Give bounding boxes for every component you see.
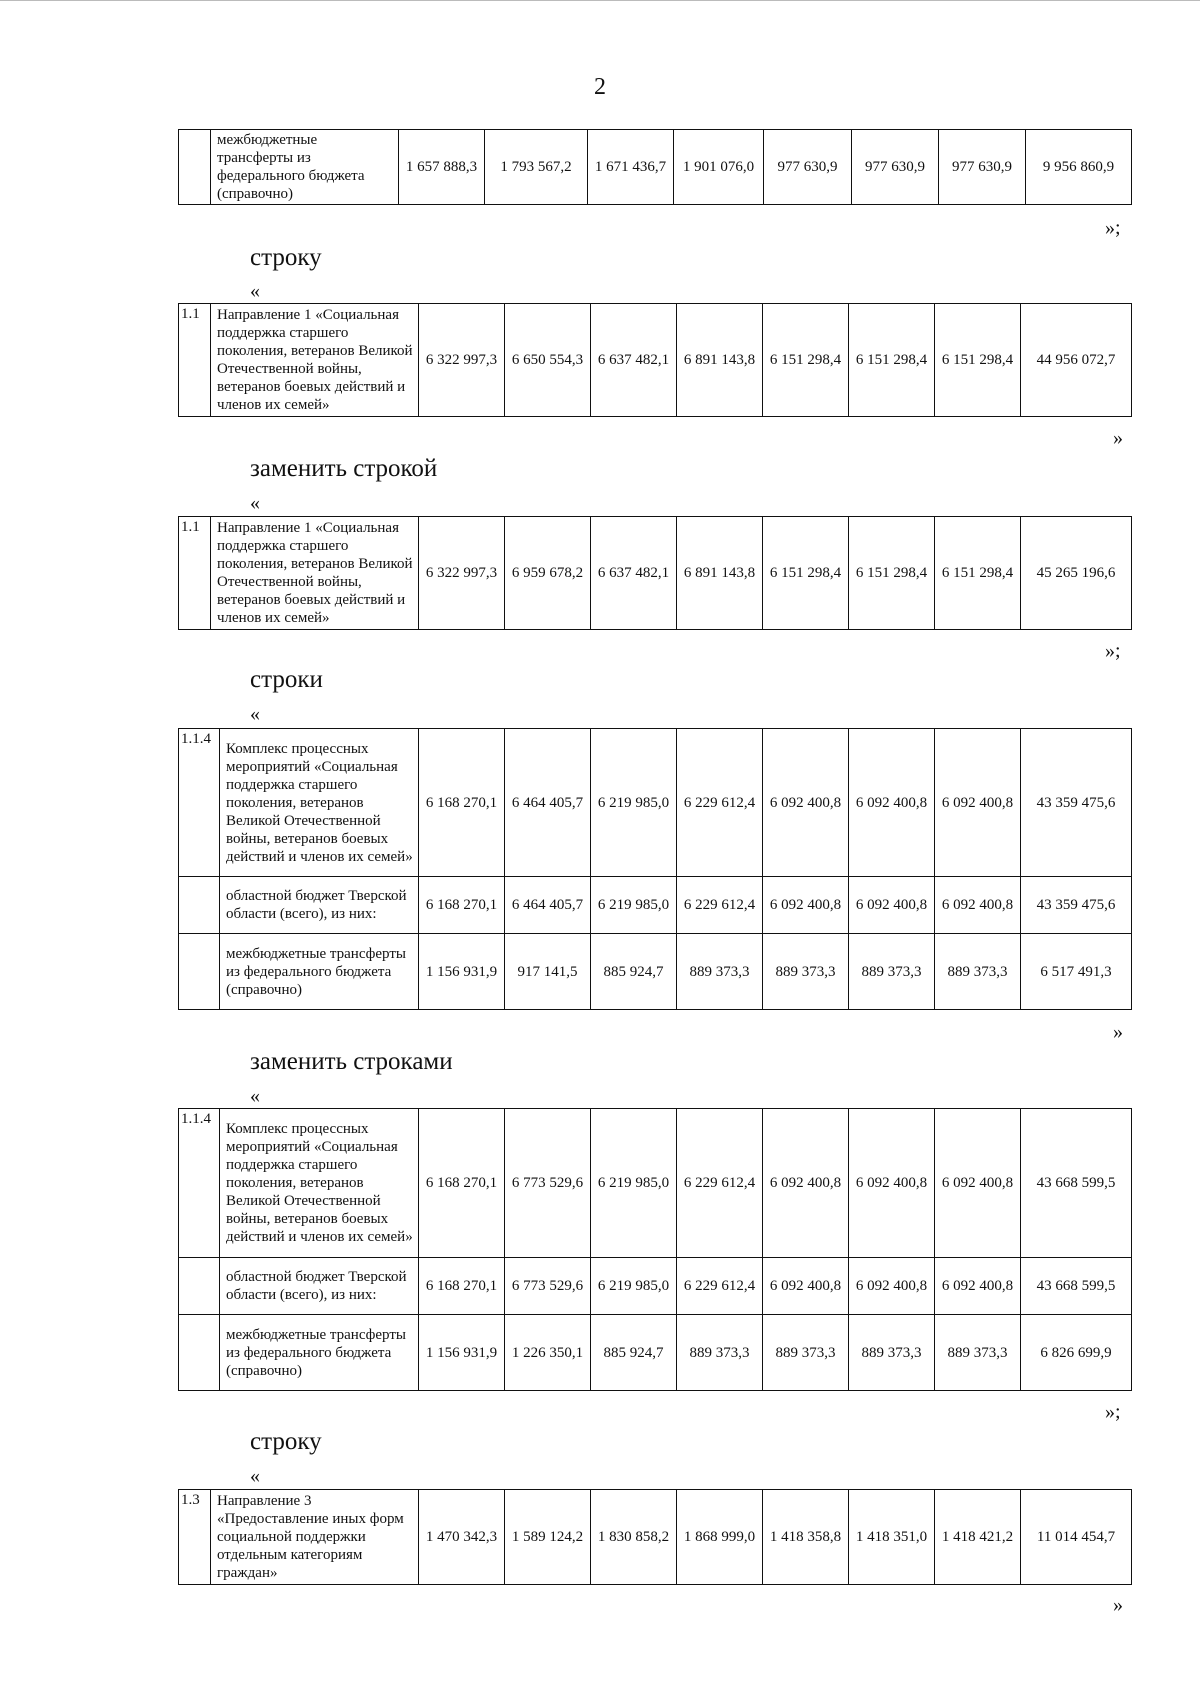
value-cell: 6 229 612,4 bbox=[677, 729, 763, 877]
value-cell: 43 359 475,6 bbox=[1021, 729, 1132, 877]
value-cell: 6 092 400,8 bbox=[763, 1258, 849, 1315]
value-cell: 6 151 298,4 bbox=[935, 304, 1021, 417]
table-row bbox=[179, 1490, 1132, 1585]
value-cell: 6 151 298,4 bbox=[763, 304, 849, 417]
value-cell: 1 657 888,3 bbox=[399, 130, 485, 205]
row-code bbox=[179, 130, 211, 205]
value-cell: 889 373,3 bbox=[677, 1315, 763, 1391]
value-cell: 6 650 554,3 bbox=[505, 304, 591, 417]
value-cell: 6 229 612,4 bbox=[677, 1109, 763, 1258]
value-cell: 6 219 985,0 bbox=[591, 1109, 677, 1258]
value-cell: 6 229 612,4 bbox=[677, 877, 763, 934]
value-cell: 6 168 270,1 bbox=[419, 1258, 505, 1315]
value-cell: 1 830 858,2 bbox=[591, 1490, 677, 1585]
value-cell: 977 630,9 bbox=[764, 130, 852, 205]
value-cell: 889 373,3 bbox=[849, 1315, 935, 1391]
value-cell: 11 014 454,7 bbox=[1021, 1490, 1132, 1585]
row-name: межбюджетные трансферты из федерального бюджета (справочно) bbox=[220, 1315, 419, 1391]
table-block bbox=[178, 516, 1132, 630]
table-block bbox=[178, 1489, 1132, 1585]
closing-quote: »; bbox=[1105, 640, 1121, 662]
value-cell: 6 092 400,8 bbox=[935, 877, 1021, 934]
top-edge-line bbox=[0, 0, 1200, 1]
row-name: межбюджетные трансферты из федерального бюджета (справочно) bbox=[220, 934, 419, 1010]
table-row bbox=[179, 877, 1132, 934]
value-cell: 6 151 298,4 bbox=[849, 304, 935, 417]
closing-quote: » bbox=[1113, 427, 1123, 449]
value-cell: 6 322 997,3 bbox=[419, 517, 505, 630]
table-row bbox=[179, 729, 1132, 877]
row-name: Направление 3 «Предоставление иных форм социальной поддержки отдельным категориям граждан» bbox=[211, 1490, 419, 1585]
row-code bbox=[179, 1258, 220, 1315]
value-cell: 6 517 491,3 bbox=[1021, 934, 1132, 1010]
table-row bbox=[179, 1315, 1132, 1391]
value-cell: 6 092 400,8 bbox=[935, 729, 1021, 877]
value-cell: 6 891 143,8 bbox=[677, 304, 763, 417]
value-cell: 977 630,9 bbox=[852, 130, 939, 205]
value-cell: 6 092 400,8 bbox=[849, 877, 935, 934]
value-cell: 1 793 567,2 bbox=[485, 130, 588, 205]
value-cell: 6 168 270,1 bbox=[419, 877, 505, 934]
row-name: Направление 1 «Социальная поддержка старшего поколения, ветеранов Великой Отечественной войны, ветеранов боевых действий и членов их семей» bbox=[211, 304, 419, 417]
row-name: областной бюджет Тверской области (всего), из них: bbox=[220, 1258, 419, 1315]
value-cell: 1 418 351,0 bbox=[849, 1490, 935, 1585]
value-cell: 6 092 400,8 bbox=[935, 1109, 1021, 1258]
value-cell: 6 092 400,8 bbox=[763, 729, 849, 877]
value-cell: 6 219 985,0 bbox=[591, 877, 677, 934]
value-cell: 889 373,3 bbox=[935, 1315, 1021, 1391]
opening-quote: « bbox=[250, 1085, 260, 1107]
table-block bbox=[178, 728, 1132, 1010]
closing-quote: » bbox=[1113, 1594, 1123, 1616]
table-row bbox=[179, 130, 1132, 205]
value-cell: 1 671 436,7 bbox=[588, 130, 674, 205]
value-cell: 9 956 860,9 bbox=[1026, 130, 1132, 205]
value-cell: 6 219 985,0 bbox=[591, 729, 677, 877]
value-cell: 889 373,3 bbox=[763, 1315, 849, 1391]
value-cell: 1 156 931,9 bbox=[419, 934, 505, 1010]
value-cell: 977 630,9 bbox=[939, 130, 1026, 205]
value-cell: 45 265 196,6 bbox=[1021, 517, 1132, 630]
closing-quote: »; bbox=[1105, 1401, 1121, 1423]
value-cell: 1 470 342,3 bbox=[419, 1490, 505, 1585]
opening-quote: « bbox=[250, 280, 260, 302]
closing-quote: » bbox=[1113, 1021, 1123, 1043]
table-row bbox=[179, 517, 1132, 630]
table-block bbox=[178, 303, 1132, 417]
value-cell: 6 092 400,8 bbox=[935, 1258, 1021, 1315]
value-cell: 43 668 599,5 bbox=[1021, 1258, 1132, 1315]
instruction-text: строку bbox=[250, 244, 322, 271]
value-cell: 6 092 400,8 bbox=[763, 1109, 849, 1258]
value-cell: 6 092 400,8 bbox=[849, 729, 935, 877]
value-cell: 6 464 405,7 bbox=[505, 877, 591, 934]
row-code bbox=[179, 934, 220, 1010]
value-cell: 885 924,7 bbox=[591, 934, 677, 1010]
value-cell: 889 373,3 bbox=[935, 934, 1021, 1010]
row-name: областной бюджет Тверской области (всего), из них: bbox=[220, 877, 419, 934]
row-name: межбюджетные трансферты из федерального бюджета (справочно) bbox=[211, 130, 399, 205]
value-cell: 889 373,3 bbox=[763, 934, 849, 1010]
row-code bbox=[179, 1315, 220, 1391]
value-cell: 6 168 270,1 bbox=[419, 1109, 505, 1258]
row-code: 1.1 bbox=[179, 304, 211, 417]
value-cell: 1 868 999,0 bbox=[677, 1490, 763, 1585]
table-block bbox=[178, 1108, 1132, 1391]
instruction-text: строку bbox=[250, 1428, 322, 1455]
opening-quote: « bbox=[250, 703, 260, 725]
value-cell: 6 637 482,1 bbox=[591, 304, 677, 417]
row-code: 1.1 bbox=[179, 517, 211, 630]
table-row bbox=[179, 1258, 1132, 1315]
value-cell: 6 322 997,3 bbox=[419, 304, 505, 417]
closing-quote: »; bbox=[1105, 217, 1121, 239]
row-name: Комплекс процессных мероприятий «Социальная поддержка старшего поколения, ветеранов Великой Отечественной войны, ветеранов боевых действий и членов их семей» bbox=[220, 729, 419, 877]
opening-quote: « bbox=[250, 492, 260, 514]
table-row bbox=[179, 934, 1132, 1010]
row-code bbox=[179, 877, 220, 934]
value-cell: 1 156 931,9 bbox=[419, 1315, 505, 1391]
value-cell: 43 668 599,5 bbox=[1021, 1109, 1132, 1258]
value-cell: 6 464 405,7 bbox=[505, 729, 591, 877]
value-cell: 6 219 985,0 bbox=[591, 1258, 677, 1315]
row-code: 1.1.4 bbox=[179, 1109, 220, 1258]
value-cell: 1 901 076,0 bbox=[674, 130, 764, 205]
value-cell: 6 151 298,4 bbox=[935, 517, 1021, 630]
row-code: 1.3 bbox=[179, 1490, 211, 1585]
value-cell: 6 637 482,1 bbox=[591, 517, 677, 630]
value-cell: 6 151 298,4 bbox=[849, 517, 935, 630]
value-cell: 6 773 529,6 bbox=[505, 1109, 591, 1258]
value-cell: 889 373,3 bbox=[677, 934, 763, 1010]
row-name: Комплекс процессных мероприятий «Социальная поддержка старшего поколения, ветеранов Великой Отечественной войны, ветеранов боевых действий и членов их семей» bbox=[220, 1109, 419, 1258]
page-number: 2 bbox=[594, 74, 606, 100]
table-row bbox=[179, 304, 1132, 417]
value-cell: 6 092 400,8 bbox=[763, 877, 849, 934]
value-cell: 1 226 350,1 bbox=[505, 1315, 591, 1391]
instruction-text: заменить строкой bbox=[250, 455, 438, 482]
opening-quote: « bbox=[250, 1465, 260, 1487]
value-cell: 44 956 072,7 bbox=[1021, 304, 1132, 417]
value-cell: 6 092 400,8 bbox=[849, 1258, 935, 1315]
value-cell: 1 418 421,2 bbox=[935, 1490, 1021, 1585]
row-code: 1.1.4 bbox=[179, 729, 220, 877]
value-cell: 917 141,5 bbox=[505, 934, 591, 1010]
row-name: Направление 1 «Социальная поддержка старшего поколения, ветеранов Великой Отечественной войны, ветеранов боевых действий и членов их семей» bbox=[211, 517, 419, 630]
value-cell: 1 589 124,2 bbox=[505, 1490, 591, 1585]
value-cell: 6 826 699,9 bbox=[1021, 1315, 1132, 1391]
value-cell: 6 229 612,4 bbox=[677, 1258, 763, 1315]
table-continuation bbox=[178, 129, 1132, 205]
instruction-text: заменить строками bbox=[250, 1048, 453, 1075]
instruction-text: строки bbox=[250, 666, 323, 693]
value-cell: 889 373,3 bbox=[849, 934, 935, 1010]
value-cell: 43 359 475,6 bbox=[1021, 877, 1132, 934]
value-cell: 6 773 529,6 bbox=[505, 1258, 591, 1315]
value-cell: 6 092 400,8 bbox=[849, 1109, 935, 1258]
value-cell: 6 891 143,8 bbox=[677, 517, 763, 630]
value-cell: 885 924,7 bbox=[591, 1315, 677, 1391]
value-cell: 6 151 298,4 bbox=[763, 517, 849, 630]
table-row bbox=[179, 1109, 1132, 1258]
value-cell: 6 168 270,1 bbox=[419, 729, 505, 877]
value-cell: 6 959 678,2 bbox=[505, 517, 591, 630]
value-cell: 1 418 358,8 bbox=[763, 1490, 849, 1585]
